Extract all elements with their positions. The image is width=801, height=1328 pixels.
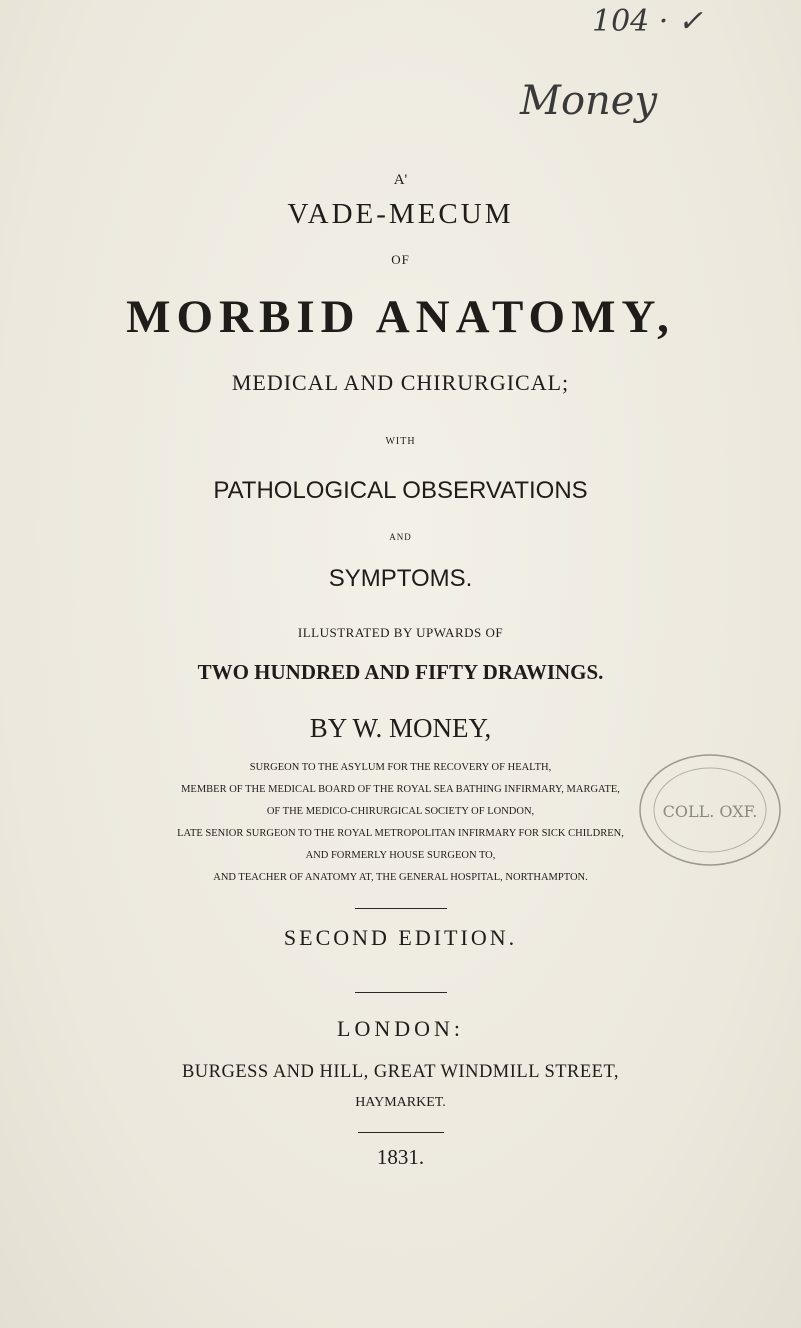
imprint-street: HAYMARKET. <box>355 1095 446 1110</box>
author-credential: SURGEON TO THE ASYLUM FOR THE RECOVERY OF HEALTH, <box>249 762 552 773</box>
title-symptoms: SYMPTOMS. <box>328 565 473 592</box>
author-credential: MEMBER OF THE MEDICAL BOARD OF THE ROYAL SEA BATHING INFIRMARY, MARGATE, <box>181 784 620 795</box>
publication-year: 1831. <box>376 1145 425 1169</box>
title-qualifier: MEDICAL AND CHIRURGICAL; <box>231 370 570 395</box>
year-rule <box>358 1132 444 1133</box>
title-article: A' <box>393 172 408 188</box>
title-observations: PATHOLOGICAL OBSERVATIONS <box>213 477 588 504</box>
edition-rule-top <box>355 908 447 909</box>
handwritten-shelfmark: 104 · ✓ <box>592 4 704 39</box>
library-stamp <box>635 750 785 870</box>
author-credential: OF THE MEDICO-CHIRURGICAL SOCIETY OF LONDON, <box>266 806 535 817</box>
title-and: AND <box>389 532 412 542</box>
imprint-publisher: BURGESS AND HILL, GREAT WINDMILL STREET, <box>181 1062 620 1082</box>
imprint-city: LONDON: <box>337 1016 464 1041</box>
title-with: WITH <box>385 436 416 447</box>
svg-text:COLL. OXF.: COLL. OXF. <box>662 802 758 821</box>
title-subject: MORBID ANATOMY, <box>126 291 675 343</box>
edition: SECOND EDITION. <box>283 925 518 950</box>
title-main: VADE-MECUM <box>287 198 514 230</box>
edition-rule-bottom <box>355 992 447 993</box>
illustrated-by: ILLUSTRATED BY UPWARDS OF <box>297 625 504 640</box>
author-credential: AND FORMERLY HOUSE SURGEON TO, <box>305 850 496 861</box>
author-credential: AND TEACHER OF ANATOMY AT, THE GENERAL HOSPITAL, NORTHAMPTON. <box>213 872 588 883</box>
author-credential: LATE SENIOR SURGEON TO THE ROYAL METROPOLITAN INFIRMARY FOR SICK CHILDREN, <box>177 828 624 839</box>
handwritten-signature: Money <box>520 78 658 124</box>
drawings-count: TWO HUNDRED AND FIFTY DRAWINGS. <box>197 660 604 684</box>
title-of: OF <box>391 252 410 267</box>
author-byline: BY W. MONEY, <box>309 713 492 743</box>
